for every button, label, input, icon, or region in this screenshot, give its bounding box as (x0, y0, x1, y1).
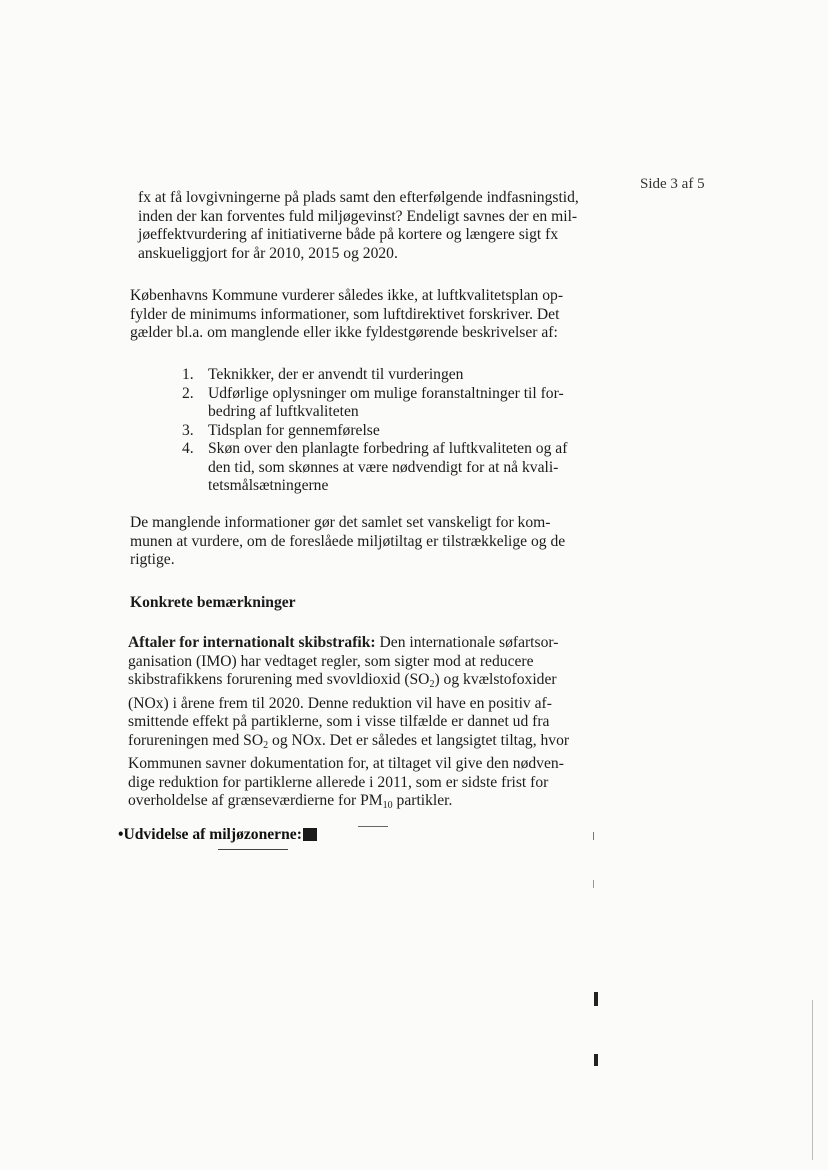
heading-text: •Udvidelse af miljøzonerne: (118, 826, 302, 843)
text-fragment: overholdelse af grænseværdierne for PM (128, 792, 383, 809)
section-heading: Konkrete bemærkninger (130, 594, 296, 611)
text-fragment: skibstrafikkens forurening med svovldioxid (SO (128, 671, 430, 688)
text-line (128, 634, 598, 653)
list-item (178, 366, 598, 385)
text-line: Teknikker, der er anvendt til vurderingen (208, 366, 464, 383)
text-line: (NOx) i årene frem til 2020. Denne reduktion vil have en positiv af- (128, 694, 552, 712)
text-line: Tidsplan for gennemførelse (208, 421, 380, 439)
text-line: Kommunen savner dokumentation for, at tiltaget vil give den nødven- (128, 755, 564, 772)
list-number: 3. (182, 421, 194, 439)
text-line: jøeffektvurdering af initiativerne både på kortere og længere sigt fx (138, 226, 559, 243)
text-line: munen at vurdere, om de foreslåede miljøtiltag er tilstrækkelige og de (130, 532, 566, 550)
paragraph-shipping (128, 634, 598, 816)
text-line: smittende effekt på partiklerne, som i visse tilfælde er dannet ud fra (128, 713, 550, 730)
text-fragment: og NOx. Det er således et langsigtet tiltag, hvor (268, 731, 570, 749)
text-line (128, 671, 598, 695)
text-line: anskueliggjort for år 2010, 2015 og 2020. (138, 244, 398, 262)
scan-speck (593, 880, 594, 888)
paragraph-missing-info (130, 514, 600, 570)
scan-speck (812, 1000, 813, 1160)
text-line: Skøn over den planlagte forbedring af luftkvaliteten og af (208, 440, 568, 457)
section-heading-zones (118, 826, 317, 844)
paragraph-lead: Aftaler for internationalt skibstrafik: (128, 634, 376, 651)
text-fragment: partikler. (392, 792, 453, 809)
text-line (128, 732, 598, 756)
text-line: gælder bl.a. om manglende eller ikke fyldestgørende beskrivelser af: (130, 324, 558, 341)
subscript: 2 (429, 679, 435, 690)
text-line: den tid, som skønnes at være nødvendigt for at nå kvali- (208, 458, 559, 476)
list-number: 2. (182, 384, 194, 402)
text-line: tetsmålsætningerne (208, 477, 329, 494)
text-fragment: forureningen med SO (128, 731, 264, 749)
numbered-list (178, 366, 598, 496)
scan-speck (594, 1054, 598, 1066)
subscript: 10 (382, 800, 393, 811)
text-line: fylder de minimums informationer, som luftdirektivet forskriver. Det (130, 305, 560, 323)
text-line: dige reduktion for partiklerne allerede i 2011, som er sidste frist for (128, 773, 549, 791)
text-line: Udførlige oplysninger om mulige foranstaltninger til for- (208, 384, 564, 402)
text-fragment: Den internationale søfartsor- (375, 634, 559, 651)
text-line: ganisation (IMO) har vedtaget regler, som sigter mod at reducere (128, 652, 534, 670)
text-line: inden der kan forventes fuld miljøgevinst? Endeligt savnes der en mil- (138, 207, 578, 225)
list-number: 1. (182, 366, 194, 383)
text-line (128, 792, 598, 816)
subscript: 2 (263, 739, 269, 751)
list-number: 4. (182, 440, 194, 457)
text-line: bedring af luftkvaliteten (208, 403, 359, 420)
text-line: Københavns Kommune vurderer således ikke, at luftkvalitetsplan op- (130, 287, 564, 304)
text-fragment: ) og kvælstofoxider (434, 671, 557, 688)
paragraph-evaluation (138, 189, 608, 263)
scan-artifact-line (358, 826, 388, 827)
list-item (178, 422, 598, 441)
text-line: De manglende informationer gør det samlet set vanskeligt for kom- (130, 514, 551, 531)
text-line: rigtige. (130, 551, 175, 568)
page-number: Side 3 af 5 (640, 176, 705, 192)
list-item (178, 440, 598, 496)
scan-artifact-line (218, 849, 288, 850)
paragraph-assessment (130, 287, 600, 343)
ink-blot (303, 828, 317, 841)
text-line: fx at få lovgivningerne på plads samt den efterfølgende indfasningstid, (138, 189, 579, 206)
list-item (178, 385, 598, 422)
scan-speck (593, 832, 594, 840)
scan-speck (594, 992, 598, 1006)
